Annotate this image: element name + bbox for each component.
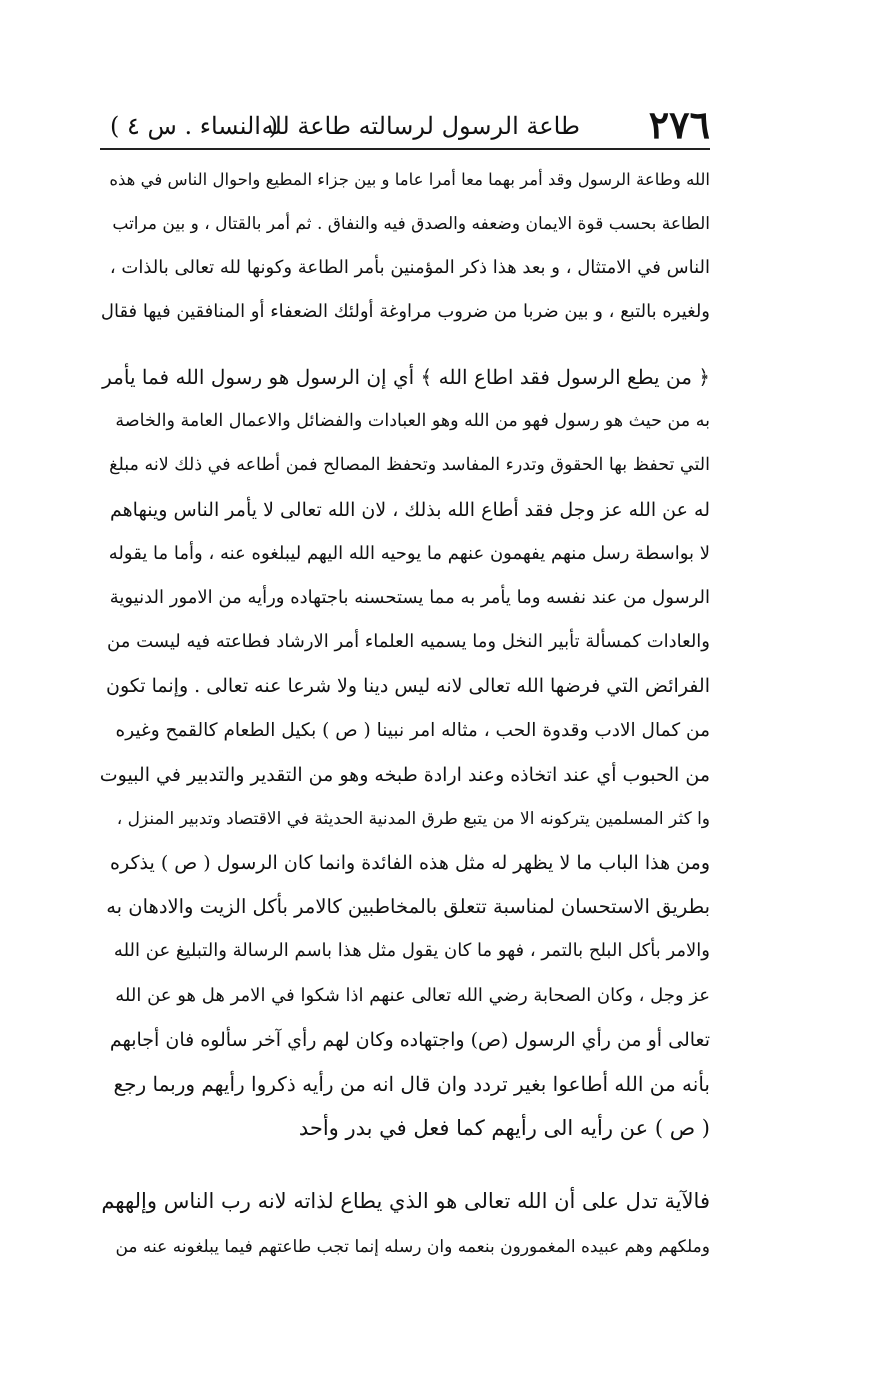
text-line: الناس في الامتثال ، و بعد هذا ذكر المؤمنين بأمر الطاعة وكونها لله تعالى بالذات ، bbox=[109, 257, 710, 278]
text-line: له عن الله عز وجل فقد أطاع الله بذلك ، لان الله تعالى لا يأمر الناس وينهاهم bbox=[110, 498, 710, 521]
text-line: لا بواسطة رسل منهم يفهمون عنهم ما يوحيه الله اليهم ليبلغوه عنه ، وأما ما يقوله bbox=[108, 542, 710, 564]
text-line: ولغيره بالتبع ، و بين ضربا من ضروب مراوغة أولئك الضعفاء أو المنافقين فيها فقال bbox=[100, 301, 710, 322]
surah-reference: ( النساء . س ٤ ) bbox=[110, 112, 278, 140]
text-line: وملكهم وهم عبيده المغمورون بنعمه وان رسله إنما تجب طاعتهم فيما يبلغونه عنه من bbox=[115, 1237, 710, 1257]
page-number: ٢٧٦ bbox=[648, 102, 710, 147]
paragraph-commentary bbox=[100, 355, 710, 1150]
text-line: الله وطاعة الرسول وقد أمر بهما معا أمرا عاما و بين جزاء المطيع واحوال الناس في هذه bbox=[109, 170, 710, 189]
text-line: ﴿ من يطع الرسول فقد اطاع الله ﴾ أي إن الرسول هو رسول الله فما يأمر bbox=[102, 365, 710, 389]
text-line: بأنه من الله أطاعوا بغير تردد وان قال انه من رأيه ذكروا رأيهم وربما رجع bbox=[113, 1072, 710, 1096]
header-rule bbox=[100, 148, 710, 150]
text-line: تعالى أو من رأي الرسول (ص) واجتهاده وكان لهم رأي آخر سألوه فان أجابهم bbox=[109, 1028, 710, 1051]
text-line: عز وجل ، وكان الصحابة رضي الله تعالى عنهم اذا شكوا في الامر هل هو عن الله bbox=[115, 984, 710, 1006]
text-line: الطاعة بحسب قوة الايمان وضعفه والصدق فيه والنفاق . ثم أمر بالقتال ، و بين مراتب bbox=[112, 214, 710, 234]
text-line: والعادات كمسألة تأبير النخل وما يسميه العلماء أمر الارشاد فطاعته فيه ليست من bbox=[107, 631, 710, 653]
text-line: الفرائض التي فرضها الله تعالى لانه ليس دينا ولا شرعا عنه تعالى . وإنما تكون bbox=[106, 675, 710, 698]
page-header bbox=[110, 100, 710, 150]
paragraph-intro bbox=[100, 158, 710, 334]
text-line: ومن هذا الباب ما لا يظهر له مثل هذه الفائدة وانما كان الرسول ( ص ) يذكره bbox=[110, 852, 710, 875]
text-line: من كمال الادب وقدوة الحب ، مثاله امر نبينا ( ص ) بكيل الطعام كالقمح وغيره bbox=[115, 719, 710, 741]
text-line: والامر بأكل البلح بالتمر ، فهو ما كان يقول مثل هذا باسم الرسالة والتبليغ عن الله bbox=[113, 940, 710, 962]
text-line: وا كثر المسلمين يتركونه الا من يتبع طرق المدنية الحديثة في الاقتصاد وتدبير المنزل ، bbox=[116, 808, 710, 829]
paragraph-conclusion bbox=[100, 1178, 710, 1270]
text-line: من الحبوب أي عند اتخاذه وعند ارادة طبخه وهو من التقدير والتدبير في البيوت bbox=[100, 763, 710, 786]
text-line: بطريق الاستحسان لمناسبة تتعلق بالمخاطبين كالامر بأكل الزيت والادهان به bbox=[106, 895, 710, 919]
text-line: الرسول من عند نفسه وما يأمر به مما يستحسنه باجتهاده ورأيه من الامور الدنيوية bbox=[109, 586, 710, 608]
text-line: التي تحفظ بها الحقوق وتدرء المفاسد وتحفظ المصالح فمن أطاعه في ذلك لانه مبلغ bbox=[109, 455, 710, 476]
text-line: ( ص ) عن رأيه الى رأيهم كما فعل في بدر وأحد bbox=[298, 1116, 710, 1141]
running-title: طاعة الرسول لرسالته طاعة لله bbox=[261, 112, 580, 140]
text-line: به من حيث هو رسول فهو من الله وهو العبادات والفضائل والاعمال العامة والخاصة bbox=[115, 411, 710, 432]
text-line: فالآية تدل على أن الله تعالى هو الذي يطاع لذاته لانه رب الناس وإلههم bbox=[101, 1189, 710, 1213]
